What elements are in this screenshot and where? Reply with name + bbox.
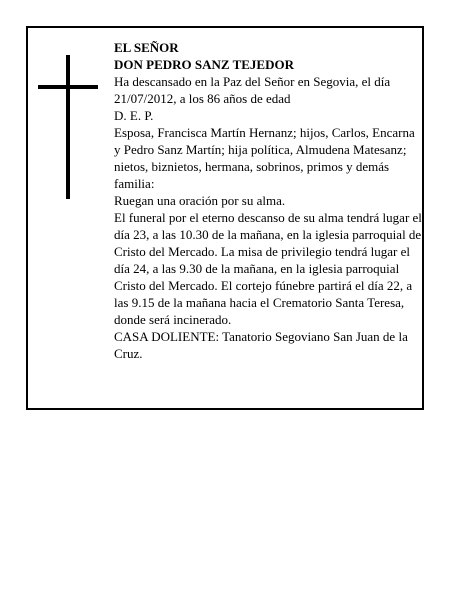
- family-list: Esposa, Francisca Martín Hernanz; hijos, Carlos, Encarna y Pedro Sanz Martín; hija política, Almudena Matesanz; nietos, biznietos, hermana, sobrinos, primos y demás familia:: [114, 125, 415, 191]
- latin-cross-icon: [38, 55, 98, 199]
- cross-horizontal-bar: [38, 85, 98, 89]
- cross-vertical-bar: [66, 55, 70, 199]
- death-notice: Ha descansado en la Paz del Señor en Segovia, el día 21/07/2012, a los 86 años de edad: [114, 74, 391, 106]
- rip-text: D. E. P.: [114, 108, 154, 123]
- heading-title: EL SEÑOR: [114, 40, 179, 55]
- deceased-name: DON PEDRO SANZ TEJEDOR: [114, 57, 294, 72]
- casa-doliente: CASA DOLIENTE: Tanatorio Segoviano San Juan de la Cruz.: [114, 329, 408, 361]
- obituary-notice: [26, 26, 424, 410]
- prayer-request: Ruegan una oración por su alma.: [114, 193, 286, 208]
- obituary-text: [114, 39, 422, 362]
- funeral-details: El funeral por el eterno descanso de su alma tendrá lugar el día 23, a las 10.30 de la mañana, en la iglesia parroquial de Cristo del Mercado. La misa de privilegio tendrá lugar el día 24, a las 9.30 de la mañana, en la iglesia parroquial Cristo del Mercado. El cortejo fúnebre partirá el día 22, a las 9.15 de la mañana hacia el Crematorio Santa Teresa, donde será incinerado.: [114, 210, 422, 327]
